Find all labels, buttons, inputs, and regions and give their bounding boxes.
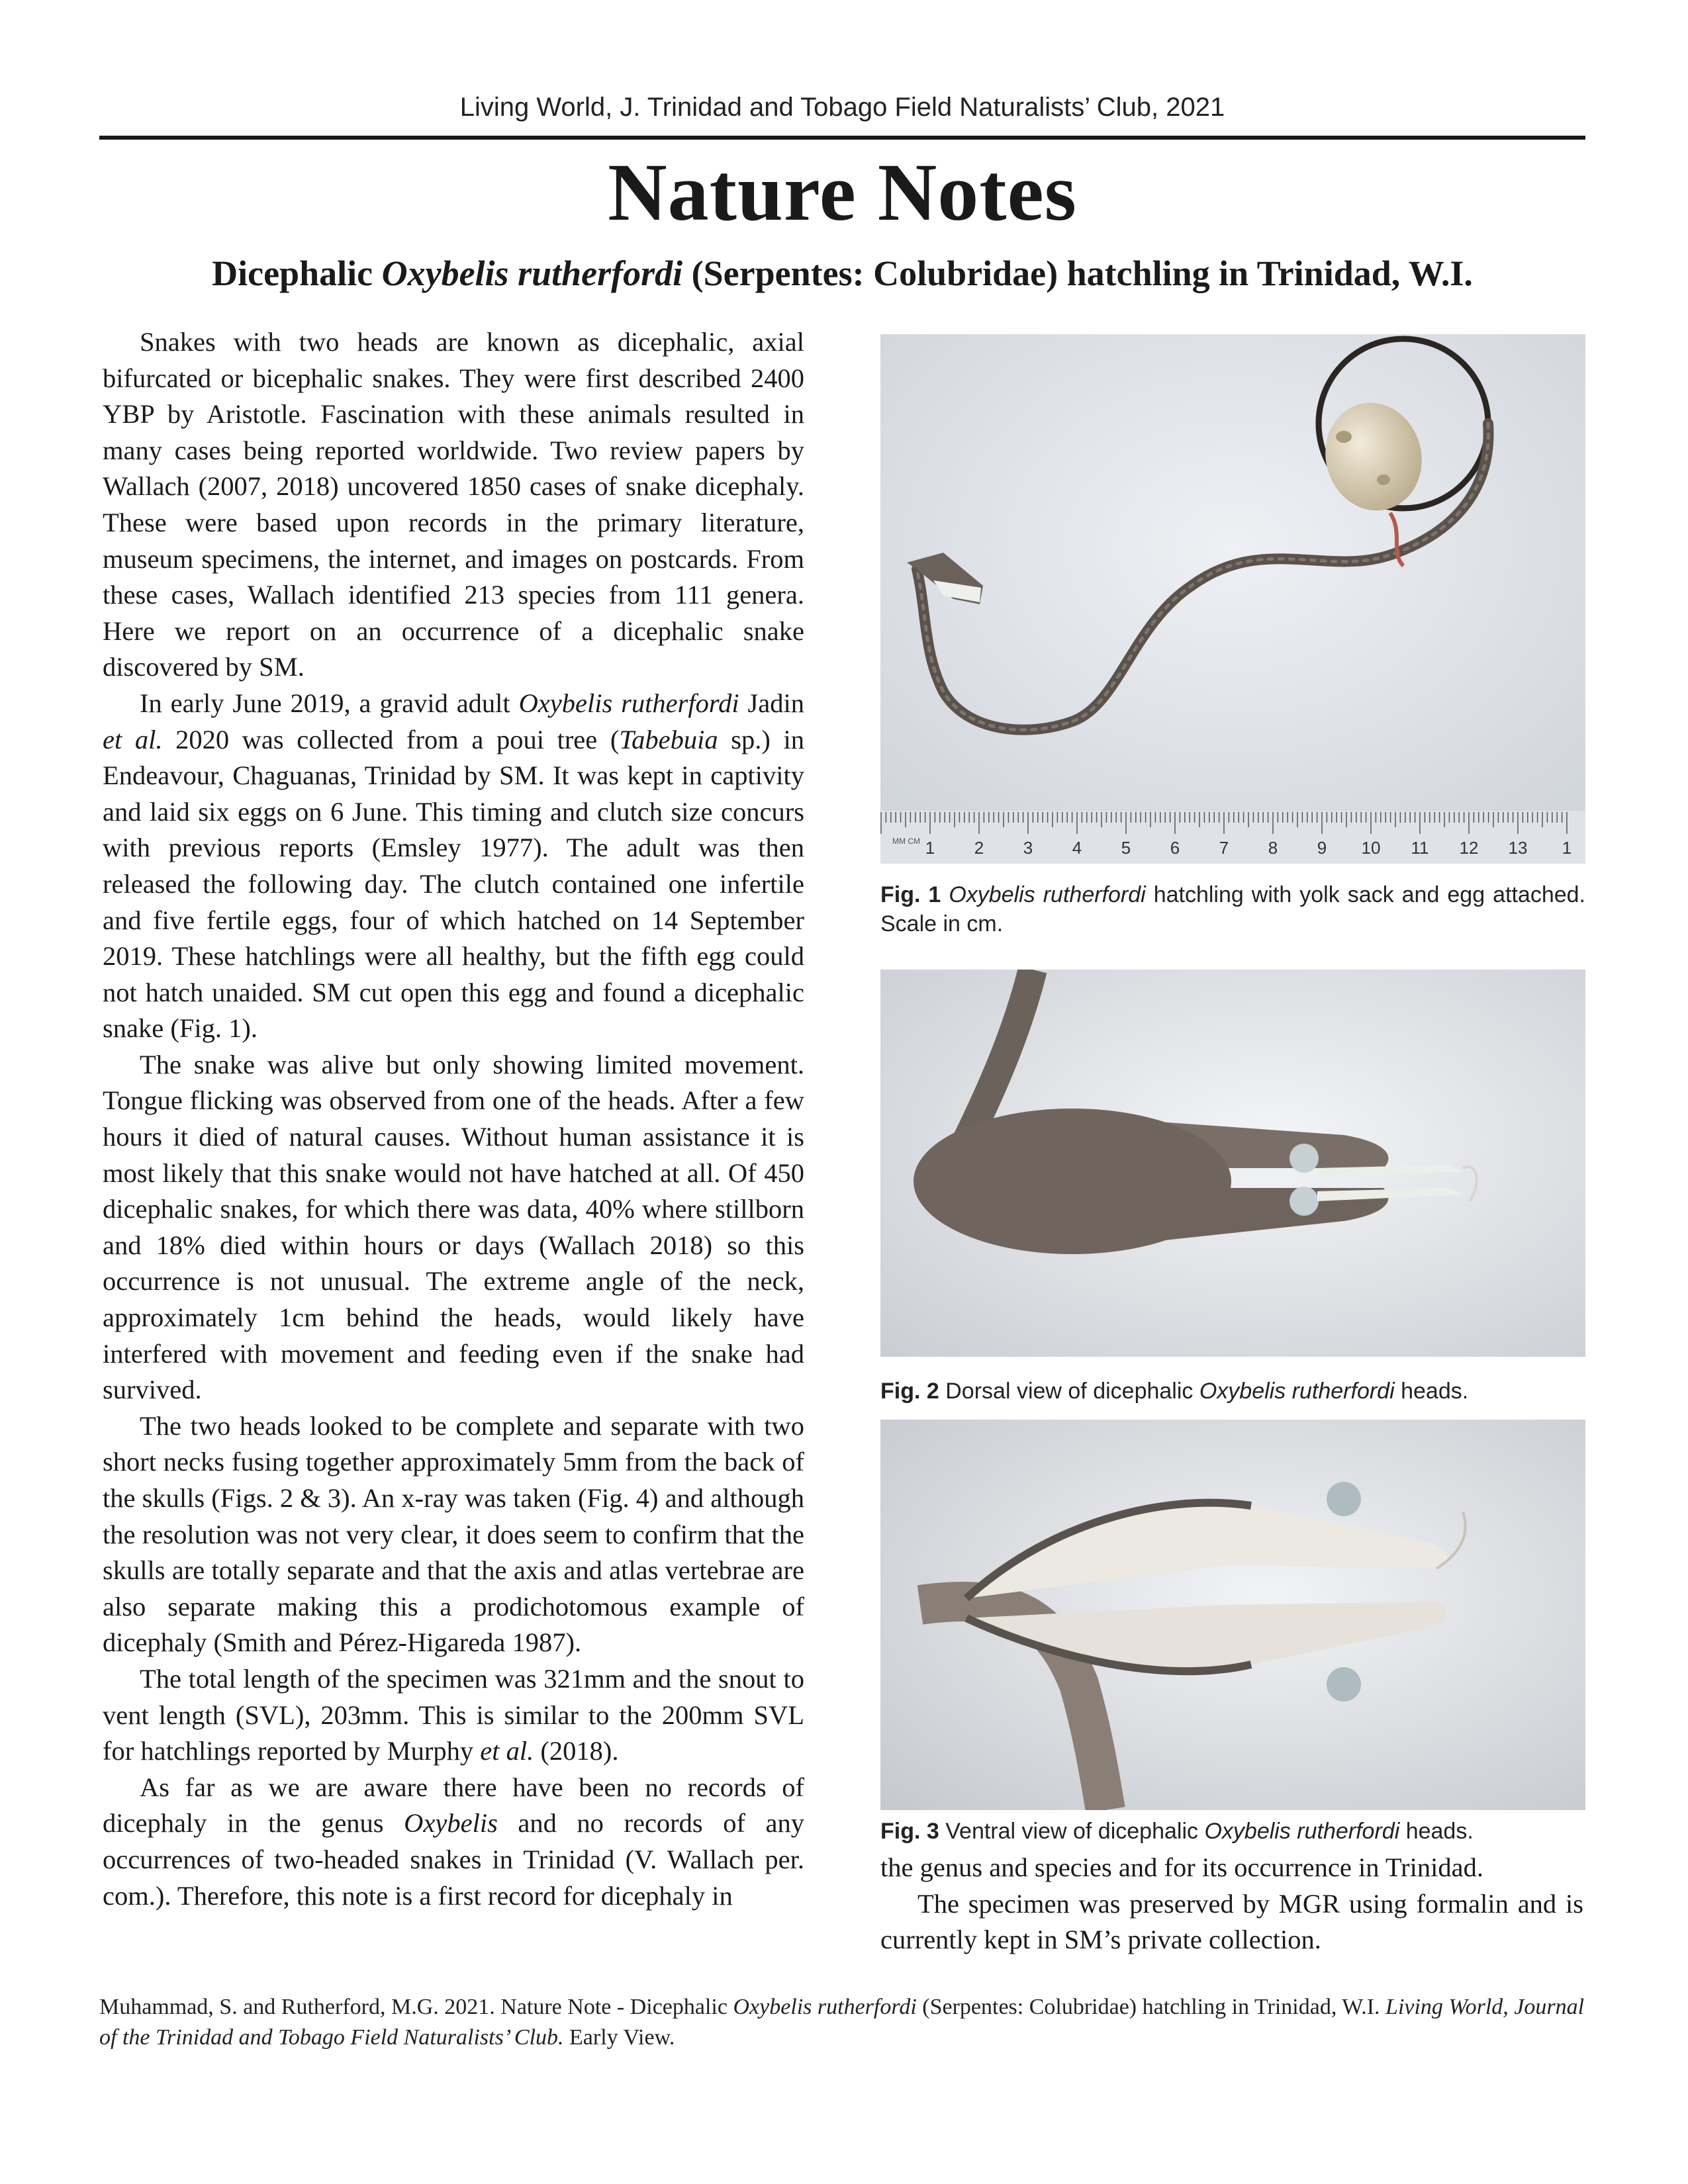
figure-1-caption bbox=[880, 880, 1585, 938]
p5-text-a: The total length of the specimen was 321mm and the snout to vent length (SVL), 203mm. This is similar to the 200mm SVL for hatchlings reported by Murphy bbox=[103, 1663, 804, 1766]
ruler-label: 9 bbox=[1317, 838, 1327, 858]
paragraph-1: Snakes with two heads are known as dicephalic, axial bifurcated or bicephalic snakes. They were first described 2400 YBP by Aristotle. Fascination with these animals resulted in many cases being reported worldwide. Two review papers by Wallach (2007, 2018) uncovered 1850 cases of snake dicephaly. These were based upon records in the primary literature, museum specimens, the internet, and images on postcards. From these cases, Wallach identified 213 species from 111 genera. Here we report on an occurrence of a dicephalic snake discovered by SM. bbox=[103, 327, 804, 682]
article-title bbox=[99, 253, 1585, 294]
fig3-pre: Ventral view of dicephalic bbox=[939, 1819, 1205, 1844]
article-title-species: Oxybelis rutherfordi bbox=[381, 253, 683, 293]
paragraph-6-continued: the genus and species and for its occurrence in Trinidad. bbox=[880, 1852, 1484, 1882]
ruler-label: 7 bbox=[1219, 838, 1229, 858]
citation-a: Muhammad, S. and Rutherford, M.G. 2021. Nature Note - Dicephalic bbox=[99, 1995, 733, 2019]
header-rule bbox=[99, 136, 1585, 140]
article-title-post: (Serpentes: Colubridae) hatchling in Trinidad, W.I. bbox=[682, 253, 1473, 293]
p2-text-a: In early June 2019, a gravid adult bbox=[140, 688, 519, 718]
ruler-label: 11 bbox=[1411, 838, 1429, 858]
figure-2-caption bbox=[880, 1377, 1585, 1406]
ruler-label: 13 bbox=[1508, 838, 1528, 858]
ruler-label: 1 bbox=[925, 838, 935, 858]
fig1-label: Fig. 1 bbox=[880, 882, 941, 907]
paragraph-4: The two heads looked to be complete and separate with two short necks fusing together approximately 5mm from the back of the skulls (Figs. 2 & 3). An x-ray was taken (Fig. 4) and although the resolution was not very clear, it does seem to confirm that the skulls are totally separate and that the axis and atlas vertebrae are also separate making this a prodichotomous example of dicephaly (Smith and Pérez-Higareda 1987). bbox=[103, 1410, 804, 1658]
ruler-label: 10 bbox=[1361, 838, 1381, 858]
p2-text-c: 2020 was collected from a poui tree ( bbox=[162, 724, 620, 754]
ruler-label: 4 bbox=[1072, 838, 1082, 858]
fig2-label: Fig. 2 bbox=[880, 1379, 939, 1404]
p5-text-b: (2018). bbox=[534, 1736, 619, 1766]
paragraph-6 bbox=[103, 1770, 804, 1914]
body-right-column bbox=[880, 1850, 1583, 1958]
fig2-post: heads. bbox=[1394, 1379, 1469, 1404]
dorsal-heads-illustration bbox=[880, 970, 1585, 1357]
ruler-label: 6 bbox=[1170, 838, 1180, 858]
figure-3-photo bbox=[880, 1420, 1585, 1810]
fig1-pre bbox=[941, 882, 949, 907]
fig2-species: Oxybelis rutherfordi bbox=[1199, 1379, 1395, 1404]
fig2-pre: Dorsal view of dicephalic bbox=[939, 1379, 1199, 1404]
ruler-label: 3 bbox=[1023, 838, 1033, 858]
body-left-column bbox=[103, 324, 804, 1914]
p2-species: Oxybelis rutherfordi bbox=[518, 688, 739, 718]
fig1-post: hatchling with yolk sack and egg attached. Scale in cm. bbox=[880, 882, 1585, 936]
p2-etal: et al. bbox=[103, 724, 163, 754]
ventral-heads-illustration bbox=[880, 1420, 1585, 1810]
fig3-post: heads. bbox=[1399, 1819, 1474, 1844]
figure-3-caption bbox=[880, 1817, 1585, 1846]
paragraph-3: The snake was alive but only showing limited movement. Tongue flicking was observed from one of the heads. After a few hours it died of natural causes. Without human assistance it is most likely that this snake would not have hatched at all. Of 450 dicephalic snakes, for which there was data, 40% where stillborn and 18% died within hours or days (Wallach 2018) so this occurrence is not unusual. The extreme angle of the neck, approximately 1cm behind the heads, would likely have interfered with movement and feeding even if the snake had survived. bbox=[103, 1049, 804, 1405]
p5-etal: et al. bbox=[480, 1736, 534, 1766]
figure-2-photo bbox=[880, 970, 1585, 1357]
ruler-label: 1 bbox=[1562, 838, 1572, 858]
snake-hatchling-illustration bbox=[880, 334, 1585, 864]
p2-text-b: Jadin bbox=[739, 688, 804, 718]
p6-text-b: and no records of any occurrences of two-headed snakes in Trinidad (V. Wallach per. com.). Therefore, this note is a first record for dicephaly in bbox=[103, 1808, 805, 1911]
ruler-label: 8 bbox=[1268, 838, 1278, 858]
figure-1-photo bbox=[880, 334, 1585, 864]
p2-genus: Tabebuia bbox=[619, 724, 718, 754]
running-head: Living World, J. Trinidad and Tobago Field Naturalists’ Club, 2021 bbox=[459, 93, 1225, 122]
citation-species: Oxybelis rutherfordi bbox=[733, 1995, 917, 2019]
ruler-unit-label: MM CM bbox=[892, 837, 920, 846]
paragraph-7: The specimen was preserved by MGR using formalin and is currently kept in SM’s private collection. bbox=[880, 1888, 1583, 1955]
fig3-species: Oxybelis rutherfordi bbox=[1204, 1819, 1400, 1844]
citation-journal: Living World, Journal of the Trinidad and Tobago Field Naturalists’ Club. bbox=[99, 1995, 1585, 2050]
p6-text-a: As far as we are aware there have been no records of dicephaly in the genus bbox=[103, 1772, 804, 1839]
citation-c: Early View. bbox=[563, 2025, 675, 2050]
p6-genus: Oxybelis bbox=[404, 1808, 498, 1839]
ruler-label: 12 bbox=[1459, 838, 1479, 858]
p2-text-d: sp.) in Endeavour, Chaguanas, Trinidad by SM. It was kept in captivity and laid six eggs on 6 June. This timing and clutch size concurs with previous reports (Emsley 1977). The adult was then released the following day. The clutch contained one infertile and five fertile eggs, four of which hatched on 14 September 2019. These hatchlings were all healthy, but the fifth egg could not hatch unaided. SM cut open this egg and found a dicephalic snake (Fig. 1). bbox=[103, 724, 804, 1044]
article-title-pre: Dicephalic bbox=[212, 253, 382, 293]
ruler-label: 2 bbox=[974, 838, 984, 858]
paragraph-2 bbox=[103, 686, 804, 1047]
fig3-label: Fig. 3 bbox=[880, 1819, 939, 1844]
fig1-species: Oxybelis rutherfordi bbox=[949, 882, 1146, 907]
citation-b: (Serpentes: Colubridae) hatchling in Trinidad, W.I. bbox=[916, 1995, 1386, 2019]
paragraph-5 bbox=[103, 1661, 804, 1770]
page-title: Nature Notes bbox=[608, 147, 1077, 238]
ruler-label: 5 bbox=[1121, 838, 1131, 858]
citation-footer bbox=[99, 1992, 1585, 2053]
